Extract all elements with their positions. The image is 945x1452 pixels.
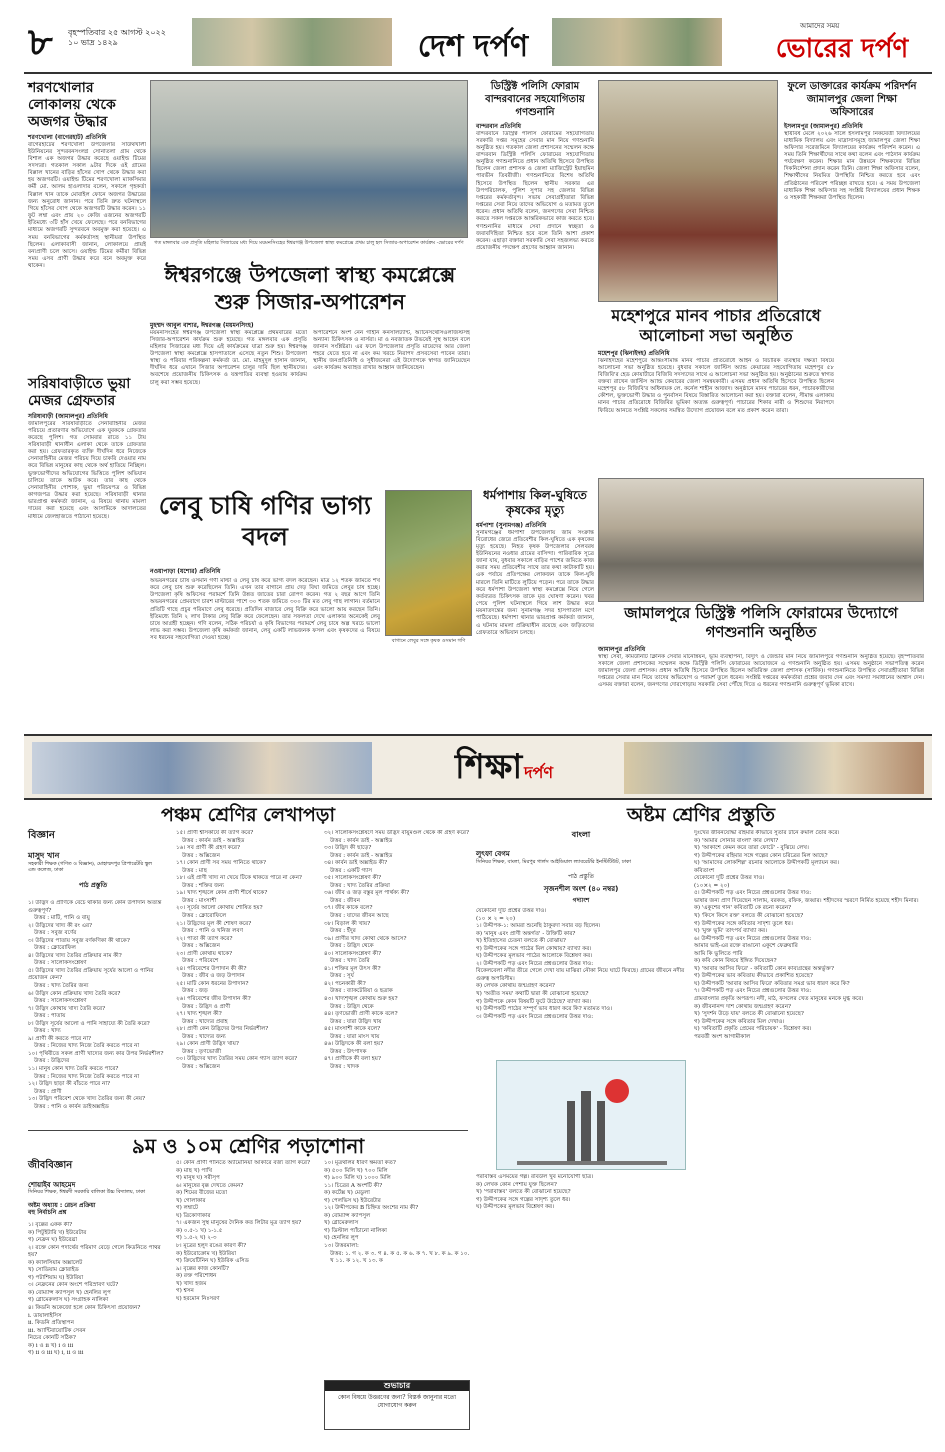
- banner-title-sub: দর্পণ: [524, 763, 554, 782]
- question-line: ২০। সূর্যের আলো কোথায় শোষিত হয়?: [176, 905, 263, 912]
- question-line: উত্তর : পাতায়: [34, 1013, 66, 1020]
- byline: জামালপুর প্রতিনিধি: [598, 646, 646, 653]
- question-line: উত্তর : শক্তির জন্য: [182, 882, 225, 889]
- question-line: বিকেলবেলা নদীর তীরে গেলে দেখা যায় মাঝিরা নৌকা নিয়ে ঘাটে ফিরছে। গ্রামের জীবনে নদীর গুরুত্ব অপরিসীম।: [476, 968, 685, 982]
- farmer-photo: [385, 490, 472, 636]
- question-line: গ) শ্বসন: [176, 1288, 194, 1295]
- question-line: ৭। একজন সুস্থ মানুষের দৈনিক কত লিটার মূত্র ত্যাগ হয়?: [176, 1220, 302, 1227]
- question-line: গ) উদ্দীপকের সঙ্গে কবিতার সাদৃশ্য তুলে ধর।: [694, 920, 793, 927]
- question-line: উত্তর : মাংসাশী: [182, 897, 217, 904]
- question-line: ঘ) 'মুক্ত ভূমি' তাৎপর্য ব্যাখ্যা কর।: [694, 928, 768, 935]
- brand-tagline: আমাদের সময়: [800, 22, 840, 30]
- question-line: উত্তর : কার্বন ডাই - অক্সাইড: [330, 837, 393, 844]
- brand-logo: ভোরের দর্পণ: [775, 34, 909, 64]
- question-line: ৩২। সালোকসংশ্লেষণে সময় উদ্ভিদ বায়ুমণ্ডল থেকে কী গ্রহণ করে?: [324, 830, 469, 836]
- question-line: ২। উদ্ভিদের খাদ্য কী রং এর?: [28, 922, 93, 929]
- question-line: ৪৩। খাদ্যশৃঙ্খল কোথায় শুরু হয়?: [324, 996, 398, 1003]
- header-rule: [24, 72, 932, 74]
- question-line: উত্তর : পরিবেশে: [182, 958, 219, 965]
- byline: ইসলামপুর (জামালপুর) প্রতিনিধি: [784, 123, 863, 130]
- question-line: গ) উদ্দীপকের সঙ্গে কবিতার মিল দেখাও।: [694, 1018, 785, 1025]
- class8-intro: [476, 830, 686, 905]
- question-line: ঘ) ত্রিকোণাকার: [176, 1212, 211, 1219]
- question-line: ২৫। মাটি কোন ধরনের উপাদান?: [176, 980, 249, 987]
- question-line: ১৮। এই প্রাণী খাদ্য না খেয়ে টিকে থাকতে পারে না কেন?: [176, 875, 302, 882]
- class910-questions-col2: [176, 1160, 316, 1436]
- teacher-name: শোয়াইব আহমেদ: [28, 1180, 76, 1189]
- question-line: খ) গোলাকার: [176, 1197, 206, 1204]
- class5-questions-col1: [28, 900, 168, 1125]
- question-line: গ) উদ্দীপকে কোন বিষয়টি ফুটে উঠেছে? ব্যাখ্যা কর।: [476, 998, 592, 1005]
- class910-heading: ৯ম ও ১০ম শ্রেণির পড়াশোনা: [28, 1130, 468, 1159]
- question-line: উত্তর : খাদ্যের জন্য: [182, 1033, 226, 1040]
- question-line: উত্তর : কার্বন ডাই - অক্সাইড: [330, 852, 393, 859]
- question-line: উত্তর : জীব ও জড় উপাদান: [182, 973, 245, 980]
- question-line: উত্তর : যারা উদ্ভিদ খায়: [330, 1018, 382, 1025]
- question-line: ক) মাছ খ) পাখি: [176, 1167, 213, 1174]
- byline: বান্দরবান প্রতিনিধি: [476, 123, 522, 130]
- farmer-photo-caption: বাগানে লেবুর সঙ্গে কৃষক ওসমান গণি: [391, 638, 466, 644]
- teacher-role: সিনিয়র শিক্ষক, ঈশ্বরদী সরকারি বালিকা উচ্চ বিদ্যালয়, ঢাকা: [28, 1189, 146, 1196]
- headline: সরিষাবাড়ীতে ভুয়া মেজর গ্রেফতার: [28, 376, 131, 409]
- question-line: উত্তর : মাটি, পানি ও বায়ু: [34, 915, 90, 922]
- teacher-role: সহকারী শিক্ষক (গণিত ও বিজ্ঞান), মোহাম্মদপুর প্রিপারেটরি স্কুল এন্ড কলেজ, ঢাকা: [28, 860, 153, 873]
- article-caesarean: [150, 262, 470, 470]
- question-line: গ) ডিস্টাল প্যাঁচানো নালিকা: [324, 1227, 387, 1234]
- question-line: উত্তর : কার্বন ডাই - অক্সাইড: [182, 837, 245, 844]
- headline: ঈশ্বরগঞ্জে উপজেলা স্বাস্থ্য কমপ্লেক্সে শুরু সিজার-অপারেশন: [164, 263, 456, 314]
- question-line: ২৯। কোন প্রাণী উদ্ভিদ খায়?: [176, 1041, 239, 1048]
- article-dharmapasha: [476, 488, 594, 752]
- education-banner: [24, 734, 932, 800]
- question-line: iii. অ্যান্টিবায়োটিক সেবন: [28, 1327, 86, 1334]
- class910-intro: [28, 1160, 168, 1217]
- article-body: ঝিনাইদহের মহেশপুরে আন্তঃসীমান্ত মানব পাচার প্রতিরোধে আইন ও বিচারিক ব্যবস্থার দক্ষতা বিষয়ে আলোচনা সভা অনুষ্ঠিত হয়েছে। বুধবার সকালে জাস্টিস অ্যান্ড কেয়ারের সহযোগিতায় মহেশপুর ৫৮ বিজিবি'র হেড কোয়ার্টারে বিজিবি সদস্যদের সাথে এ আলোচনা সভা অনুষ্ঠিত হয়। অনুষ্ঠানের শুরুতে স্বাগত বক্তব্য রাখেন জাস্টিস অ্যান্ড কেয়ারের জেলা সমন্বয়কারী। এসময় প্রধান অতিথি হিসেবে উপস্থিত ছিলেন মহেশপুর ৫৮ বিজিবি'র অধিনায়ক লে. কর্নেল শাহীন আজাদ। অনুষ্ঠানে মানব পাচারের ধরন, পাচারকারীদের কৌশল, ভুক্তভোগী উদ্ধার ও পুনর্বাসন বিষয়ে বিস্তারিত আলোচনা করা হয়। বক্তারা বলেন, সীমান্ত এলাকায় মানব পাচার প্রতিরোধে বিজিবির ভূমিকা অত্যন্ত গুরুত্বপূর্ণ। পাচারের শিকার নারী ও শিশুদের নিরাপদে ফিরিয়ে আনতে সংশ্লিষ্ট সকলের সমন্বিত উদ্যোগ প্রয়োজন বলে মত প্রকাশ করেন তারা।: [598, 357, 834, 414]
- question-line: ক) 'একুশের গান' কবিতাটি কে রচনা করেন?: [694, 905, 792, 912]
- question-line: ৩। নেফ্রনের কোন অংশে পরিস্রাবণ ঘটে?: [28, 1282, 119, 1289]
- article-body: জামালপুরের সরিষাবাড়ীতে সেনাবাহিনীর মেজর পরিচয়ে প্রতারণার অভিযোগে এক যুবককে গ্রেফতার করেছে পুলিশ। গত সোমবার রাতে ১১ টায় সরিষাবাড়ী থানাধীন এলাকা থেকে তাকে গ্রেফতার করা হয়। গ্রেফতারকৃত ব্যক্তি দীর্ঘদিন ধরে নিজেকে সেনাবাহিনীর মেজর পরিচয় দিয়ে চাকরি দেওয়ার নাম করে বিভিন্ন মানুষের কাছ থেকে অর্থ হাতিয়ে নিচ্ছিল। ভুক্তভোগীদের অভিযোগের ভিত্তিতে পুলিশ অভিযান চালিয়ে তাকে আটক করে। তার কাছ থেকে সেনাবাহিনীর পোশাক, ভুয়া পরিচয়পত্র ও বিভিন্ন কাগজপত্র উদ্ধার করা হয়েছে। সরিষাবাড়ী থানার ভারপ্রাপ্ত কর্মকর্তা জানান, এ বিষয়ে থানায় মামলা দায়ের করা হয়েছে এবং আসামিকে আদালতের মাধ্যমে জেলহাজতে পাঠানো হয়েছে।: [28, 420, 146, 520]
- promo-title: শুভাচার: [325, 1381, 469, 1391]
- question-line: (১০×২ = ২০): [694, 882, 730, 889]
- class8-questions-col3: [694, 830, 926, 1436]
- subject-label: বিজ্ঞান: [28, 830, 55, 841]
- question-line: ১১। মানুষ কোন খাদ্য তৈরি করতে পারে?: [28, 1066, 119, 1073]
- class5-questions-col2: [176, 830, 316, 1127]
- question-line: ৫। উদ্দীপকটি পড় এবং নিচের প্রশ্নগুলোর উত্তর দাও:: [694, 890, 812, 897]
- article-policy-bandarban: [476, 80, 594, 431]
- question-line: খ) 'সুদর্শন উড়ে যায়' বলতে কী বোঝানো হয়েছে?: [694, 1011, 804, 1018]
- question-line: আমি কি ভুলিতে পারি: [694, 950, 743, 957]
- question-line: গ) ক্রিয়েটিনিন ঘ) ইউরিক এসিড: [176, 1258, 249, 1265]
- question-line: ৪১। শক্তির মূল উৎস কী?: [324, 965, 381, 972]
- masthead: [0, 0, 945, 80]
- question-line: ৪০। সালোকসংশ্লেষণ কী?: [324, 950, 382, 957]
- question-line: ঘ) হেনলির লুপ: [324, 1235, 359, 1242]
- header-photo-strip-right: [552, 18, 722, 66]
- question-line: ঘ) হরমোন নিঃসরণ: [176, 1295, 220, 1302]
- question-line: ঘ) 'আমাদের লোকশিল্প' রচনার আলোকে উদ্দীপকটি মূল্যায়ন কর।: [694, 860, 840, 867]
- question-line: ২। রক্তে কোন পদার্থের পরিমাণ বেড়ে গেলে কিডনিতে পাথর হয়?: [28, 1244, 161, 1259]
- question-line: উত্তর : মাছ: [182, 867, 207, 874]
- question-line: খ) 'আবার আসিব ফিরে' - কবিতাটি কোন কাব্যগ্রন্থের অন্তর্ভুক্ত?: [694, 965, 834, 972]
- question-line: উত্তর : খাদ্য: [34, 1028, 61, 1035]
- hearing-photo: [598, 478, 924, 602]
- byline: সরিষাবাড়ী (জামালপুর) প্রতিনিধি: [28, 413, 108, 420]
- article-body: স্থায়ীবর্ষ মেলে ২০২৬ সালে ইসলামপুর নিকটবর্তী বিদ্যালয়ের মাধ্যমিক বিদ্যালয় এবং মাদ্রাসাসমূহে জামালপুর জেলা শিক্ষা অফিসার সরেজমিনে বিদ্যালয়ের কার্যক্রম পরিদর্শন করেন। এ সময় তিনি শিক্ষার্থীদের সাথে কথা বলেন এবং পাঠদান কার্যক্রম পর্যবেক্ষণ করেন। শিক্ষার মান উন্নয়নে শিক্ষকদের বিভিন্ন দিকনির্দেশনা প্রদান করেন তিনি। জেলা শিক্ষা অফিসার বলেন, শিক্ষার্থীদের নিয়মিত উপস্থিতি নিশ্চিত করতে হবে এবং প্রতিষ্ঠানের পরিবেশ পরিচ্ছন্ন রাখতে হবে। এ সময় উপজেলা মাধ্যমিক শিক্ষা অফিসার সহ সংশ্লিষ্ট বিদ্যালয়ের প্রধান শিক্ষক ও সহকারী শিক্ষকরা উপস্থিত ছিলেন।: [784, 130, 920, 201]
- photo-caption: গত মঙ্গলবার এক প্রসূতি মহিলার সিজারের মধ্য দিয়ে ময়মনসিংহের ঈশ্বরগঞ্জ উপজেলা স্বাস্থ্য কমপ্লেক্সে প্রথম চালু হল সিজার-অপারেশন কার্যক্রম -ভোরের দর্পণ: [154, 240, 464, 246]
- question-line: ২১। উদ্ভিদের মূল কী শোষণ করে?: [176, 920, 252, 927]
- question-line: ৩৭। জীব কাকে বলে?: [324, 905, 373, 912]
- class5-intro: [28, 830, 158, 889]
- date-bangla: ১০ ভাদ্র ১৪২৯: [68, 38, 118, 47]
- question-line: ৮। মূত্রের হলুদ রঙের কারণ কী?: [176, 1243, 247, 1250]
- question-line: উত্তর : উদ্ভিদ ও প্রাণী: [182, 1003, 231, 1010]
- question-line: ৫। উদ্ভিদের খাদ্য তৈরির প্রক্রিয়ায় সূর্যের আলো ও পানির প্রয়োজন কেন?: [28, 967, 154, 982]
- article-body: স্বাস্থ্য সেবা, কমিউনিটি ক্লিনিক সেবার মানোন্নয়ন, ভূমি ব্যবস্থাপনা, বিদ্যুৎ ও জেন্ডার মান নিয়ে জামালপুরে গণশুনানি অনুষ্ঠিত হয়েছে। বৃহস্পতিবার সকালে জেলা প্রশাসকের সম্মেলন কক্ষে ডিস্ট্রিক্ট পলিসি ফোরামের আয়োজনে এ গণশুনানি অনুষ্ঠিত হয়। এসময় অনুষ্ঠানে সভাপতিত্ব করেন জামালপুর জেলা প্রশাসক। প্রধান অতিথি হিসেবে উপস্থিত ছিলেন অতিরিক্ত জেলা প্রশাসক (সার্বিক)। গণশুনানিতে উপস্থিত সেবাগ্রহীতারা বিভিন্ন দপ্তরের সেবার মান নিয়ে তাদের অভিযোগ ও পরামর্শ তুলে ধরেন। সংশ্লিষ্ট দপ্তরের কর্মকর্তারা প্রশ্নের জবাব দেন এবং সমস্যা সমাধানের আশ্বাস দেন। এসময় বক্তারা বলেন, জনগণের দোরগোড়ায় সরকারি সেবা পৌঁছে দিতে এ ধরনের গণশুনানি গুরুত্বপূর্ণ ভূমিকা রাখে।: [598, 653, 924, 689]
- question-line: ii. কিডনি প্রতিস্থাপন: [28, 1320, 74, 1327]
- question-line: ২৩। প্রাণী কোথায় থাকে?: [176, 950, 233, 957]
- teacher-role: সিনিয়র শিক্ষক, বাংলা, মিরপুর গার্লস আইডিয়াল ল্যাবরেটরি ইনস্টিটিউট, ঢাকা: [476, 858, 631, 865]
- hospital-photo: [150, 80, 468, 238]
- question-line: ক) 'আমার সোনার বাংলা' কার লেখা?: [694, 837, 779, 844]
- question-line: গ) ৯০০ মিলি ঘ) ১০০০ মিলি: [324, 1175, 391, 1182]
- question-line: ১২। উদ্ভিদ ছাড়া কী বাঁচতে পারে না?: [28, 1081, 110, 1088]
- question-line: গ) গ্লোমেরুলাস ঘ) সংগ্রাহক নালিকা: [28, 1297, 109, 1304]
- question-line: ক) পিটুইটারি খ) ইউরেটার: [28, 1229, 87, 1236]
- question-line: উত্তর : তৃণভোজী: [182, 1048, 222, 1055]
- question-line: ক) শিমের বীজের মতো: [176, 1190, 227, 1197]
- banner-photo-right: [624, 742, 924, 794]
- question-line: ১০। মূত্রথলির ধারণ ক্ষমতা কত?: [324, 1160, 396, 1166]
- question-line: ক) রক্ত পরিশোধন: [176, 1273, 217, 1280]
- question-line: ৯। প্রাণী কী করতে পারে না?: [28, 1035, 91, 1042]
- question-line: ঘ) উদ্দীপকটি পাঠের সম্পূর্ণ ভাব ধারণ করে কি? মতামত দাও।: [476, 1006, 613, 1013]
- article-school-visit: [784, 80, 920, 421]
- byline: নওয়াপাড়া (যশোর) প্রতিনিধি: [150, 568, 221, 575]
- question-line: ক) বোম্যান্স ক্যাপসুল খ) হেনলির লুপ: [28, 1289, 111, 1296]
- teacher-name: মাসুদ খান: [28, 850, 60, 860]
- question-line: ক) ৫০০ মিলি খ) ৭০০ মিলি: [324, 1167, 388, 1174]
- question-line: উত্তর : নিজের খাদ্য নিজে তৈরি করতে পারে না: [34, 1043, 140, 1050]
- question-line: ক) কর্টেক্স খ) মেডুলা: [324, 1190, 370, 1197]
- question-line: ৯। বৃক্কের কাজ কোনটি?: [176, 1265, 229, 1272]
- question-line: ৬। উদ্ভিদ কোন প্রক্রিয়ায় খাদ্য তৈরি করে?: [28, 990, 121, 997]
- question-line: ৪৭। প্রাণীকে কী বলা হয়?: [324, 1056, 381, 1063]
- article-python: [28, 80, 146, 370]
- question-line: ৪২। পচনকারী কী?: [324, 980, 366, 987]
- question-line: উত্তর : ক্লোরোফিলে: [182, 913, 227, 920]
- lesson-label: পাঠ প্রস্তুতি: [568, 873, 594, 880]
- question-line: উত্তর : উদ্ভিদ থেকে: [330, 1003, 374, 1010]
- question-line: ১৩। উত্তরমালা:: [324, 1243, 359, 1250]
- question-line: ১৯। খাদ্য শৃঙ্খলে কোন প্রাণী শীর্ষে থাকে?: [176, 890, 268, 897]
- question-line: খ) গ্লোমেরুলাস: [324, 1220, 359, 1227]
- header-photo-strip: [192, 18, 392, 66]
- section-label: সৃজনশীল অংশ (৪০ নম্বর): [543, 884, 619, 893]
- question-line: উত্তর : ব্যাকটেরিয়া ও ছত্রাক: [330, 988, 393, 995]
- question-line: নিচের কোনটি সঠিক?: [28, 1335, 76, 1342]
- seminar-photo: [598, 80, 778, 302]
- question-line: পরাবাস্তব এসময়ের গল্প। রবিউল খুব মনোযোগী ছাত্র।: [476, 1174, 594, 1180]
- question-line: উত্তর : খাদ্য তৈরির প্রক্রিয়া: [330, 882, 390, 889]
- question-line: ক) লেখক কোথায় জন্মগ্রহণ করেন?: [476, 983, 555, 990]
- question-line: ২৮। প্রাণী কেন উদ্ভিদের উপর নির্ভরশীল?: [176, 1026, 269, 1033]
- article-jamalpur-hearing: [598, 604, 924, 724]
- class5-heading: পঞ্চম শ্রেণির লেখাপড়া: [161, 804, 335, 826]
- question-line: গ) ii ও iii ঘ) i, ii ও iii: [28, 1350, 84, 1357]
- question-line: উত্তর : সূর্য: [330, 973, 354, 980]
- question-line: আমার ভাই-এর রক্তে রাঙানো একুশে ফেব্রুয়ারি: [694, 943, 798, 950]
- question-line: ৩৪। কার্বন ডাই অক্সাইড কী?: [324, 860, 388, 867]
- article-body-col1: ময়মনসিংহের ঈশ্বরগঞ্জ উপজেলা স্বাস্থ্য কমপ্লেক্সে প্রথমবারের মতো সিজার-অপারেশন কার্যক্রম শুরু হয়েছে। গত মঙ্গলবার এক প্রসূতি মহিলার সিজারের মধ্য দিয়ে এই কার্যক্রমের যাত্রা শুরু হয়। ঈশ্বরগঞ্জ উপজেলা স্বাস্থ্য কমপ্লেক্সে হাসপাতালে এসেছে নতুন শিশু। উপজেলা স্বাস্থ্য ও পরিবার পরিকল্পনা কর্মকর্তা ডা. মো. মাহমুদুল হাসান জানান, দীর্ঘদিন ধরে এখানে সিজার অপারেশন চালুর দাবি ছিল স্থানীয়দের। অবশেষে প্রয়োজনীয় চিকিৎসক ও যন্ত্রপাতির ব্যবস্থা হওয়ায় কার্যক্রম চালু করা সম্ভব হয়েছে।: [150, 329, 307, 386]
- question-line: ২২। পাতা কী ত্যাগ করে?: [176, 935, 233, 942]
- question-line: গ) উদ্দীপকের রহিমার সঙ্গে গল্পের কোন চরিত্রের মিল আছে?: [694, 852, 828, 859]
- question-line: i. ডায়ালাইসিস: [28, 1312, 62, 1319]
- headline: ধর্মপাশায় কিল-ঘুষিতে কৃষকের মৃত্যু: [483, 488, 587, 517]
- date-line: [68, 28, 188, 48]
- shaheed-minar-icon: [497, 1061, 687, 1171]
- question-line: উত্তর : ক্লোরোফিল: [34, 945, 76, 952]
- class8-questions-col1: [476, 908, 686, 1058]
- question-line: উত্তর : প্রাণী: [34, 1088, 62, 1095]
- question-line: গ) লম্বাটে: [176, 1205, 199, 1212]
- question-line: উত্তর : খাদক: [330, 1063, 360, 1070]
- question-line: উত্তর : যারা মাংস খায়: [330, 1033, 380, 1040]
- question-line: ৩৩। উদ্ভিদ কী ছাড়ে?: [324, 845, 372, 852]
- question-line: ৫। কোন প্রাণী পানিতে অ্যামোনিয়া আকারে বর্জ্য ত্যাগ করে?: [176, 1160, 310, 1166]
- question-line: ৩৫। সালোকসংশ্লেষণ কী?: [324, 875, 382, 882]
- question-line: (১০ × ২ = ২০): [476, 915, 516, 922]
- question-line: উত্তর : অক্সিজেন: [182, 1063, 221, 1070]
- question-line: ২৬। পরিবেশের জীব উপাদান কী?: [176, 996, 251, 1003]
- article-body: বাগেরহাটের শরণখোলা উপজেলার সাউথখালী ইউনিয়নের সুন্দরবনসংলগ্ন সোনাতলা গ্রাম থেকে বিশাল এক অজগর উদ্ধার করেছে ওয়াইল্ড টিমের সদস্যরা। গতকাল সকাল ৯টার দিকে ওই গ্রামের বিল্লাল খানের বাড়ির হাঁসের খোপ থেকে উদ্ধার করা হয় অজগরটি। ওয়াইল্ড টিমের শরণখোলা ম্যাকসিমার কর্মী মো. আলম হাওলাদার বলেন, সকালে গৃহকর্তা বিল্লাল খান তাকে মোবাইল ফোনে অজগর উদ্ধারের জন্য অনুরোধ জানান। পরে তিনি দ্রুত ঘটনাস্থলে গিয়ে হাঁসের খোপ থেকে অজগরটি উদ্ধার করেন। ১১ ফুট লম্বা এবং প্রায় ২০ কেজি ওজনের অজগরটি ইতিমধ্যে ৩টি হাঁস খেয়ে ফেলেছে। পরে বনবিভাগের মাধ্যমে অজগরটি সুন্দরবনে অবমুক্ত করা হয়েছে। এ সময় বনবিভাগের কর্মকর্তাসহ স্থানীয়রা উপস্থিত ছিলেন। এলাকাবাসী জানান, লোকালয়ে প্রায়ই বন্যপ্রাণী চলে আসে। ওয়াইল্ড টিমের কর্মীরা বিভিন্ন সময় এসব প্রাণী উদ্ধার করে বনে অবমুক্ত করে থাকেন।: [28, 141, 146, 270]
- question-line: ক) ক্যালসিয়াম অক্সালেট: [28, 1259, 83, 1266]
- mother-language-art: [496, 1060, 686, 1170]
- question-line: ক) ইউরোক্রোম খ) ইউরিয়া: [176, 1250, 237, 1257]
- headline: ডিস্ট্রিক্ট পলিসি ফোরাম বান্দরবানের সহযোগিতায় গণশুনানি: [485, 81, 585, 118]
- question-line: ৪। উদ্ভিদের খাদ্য তৈরির প্রক্রিয়ার নাম কী?: [28, 952, 122, 959]
- question-line: ক) ০.৫-১ খ) ১-১.৫: [176, 1227, 223, 1234]
- question-line: গ) উদ্দীপকের সঙ্গে গল্পের সাদৃশ্য তুলে ধর।: [476, 1196, 571, 1203]
- question-line: ১। উদ্ভিদ ও প্রাণিকে বেঁচে থাকার জন্য কোন উপাদান অত্যন্ত গুরুত্বপূর্ণ?: [28, 900, 162, 914]
- question-line: উত্তর : সালোকসংশ্লেষণ: [34, 998, 87, 1005]
- question-line: ঘ) উদ্দীপকের মূলভাব বিশ্লেষণ কর।: [476, 1204, 555, 1211]
- question-line: খ) 'কিসে কিসে রক্ত' বলতে কী বোঝানো হয়েছে?: [694, 913, 804, 920]
- question-line: গ) মানুষ ঘ) সরীসৃপ: [176, 1175, 220, 1182]
- banner-photo-left: [32, 742, 372, 794]
- mcq-label: বহু নির্বাচনি প্রশ্ন: [28, 1209, 67, 1216]
- question-line: ৩। উদ্ভিদের পাতায় সবুজ বর্ণকণিকা কী থাকে?: [28, 937, 130, 944]
- question-line: ঘ) উদ্দীপকটি 'আবার আসিব ফিরে' কবিতার সমগ্র ভাব ধারণ করে কি?: [694, 980, 850, 987]
- headline: জামালপুরে ডিস্ট্রিক্ট পলিসি ফোরামের উদ্যোগে গণশুনানি অনুষ্ঠিত: [624, 604, 898, 641]
- question-line: খ) 'পরাবাস্তব' বলতে কী বোঝানো হয়েছে?: [476, 1189, 571, 1196]
- headline: শরণখোলার লোকালয় থেকে অজগর উদ্ধার: [28, 80, 116, 130]
- question-line: ৪। কিডনি অকেজো হলে কোন চিকিৎসা প্রয়োজন?: [28, 1305, 141, 1312]
- promo-box: [324, 1380, 470, 1430]
- question-line: উত্তর : খাদ্য তৈরি: [330, 958, 370, 965]
- byline: মহেশপুর (ঝিনাইদহ) প্রতিনিধি: [598, 350, 670, 357]
- headline: লেবু চাষি গণির ভাগ্য বদল: [158, 491, 372, 551]
- question-line: ৮। উদ্ভিদ সূর্যের আলো ও পানি সাহায্যে কী তৈরি করে?: [28, 1020, 150, 1027]
- question-line: ক) 'মানুষ এবং প্রাণী অন্তর্গত' - উক্তিটি কার?: [476, 930, 576, 937]
- subject-label: বাংলা: [571, 830, 591, 839]
- question-line: গ) ১.৫-২ ঘ) ২-৩: [176, 1235, 217, 1242]
- question-line: উত্তর : সবুজ বর্ণের: [34, 930, 77, 937]
- question-line: ৩। উদ্দীপকটি পড় এবং নিচের প্রশ্নগুলোর উত্তর দাও:: [476, 1013, 594, 1020]
- teacher-name: লুৎফা বেগম: [476, 850, 510, 858]
- class910-questions-col3: [324, 1160, 470, 1370]
- article-body: অভয়নগরের চাষি ওসমান গণী মাল্টা ও লেবু চাষ করে ভাগ্য বদল করেছেন। মাত্র ১২ শতক জমিতে শখ করে লেবু চাষ শুরু করেছিলেন তিনি। এখন তার বাগানে প্রায় দেড় বিঘা জমিতে লেবুর চাষ হচ্ছে। উপজেলা কৃষি অফিসের পরামর্শে তিনি উন্নত জাতের চারা রোপণ করেন। গত ২ বছর আগে তিনি অভয়নগরের প্রেমবাগে চারশ মাল্টারের পাশে ৩০ শতক জমিতে ৩০০ টির মত লেবু গাছ লাগান। বর্তমানে প্রতিটি গাছে প্রচুর পরিমাণে লেবু ধরেছে। প্রতিদিন বাজারে লেবু বিক্রি করে ভালো আয় করছেন তিনি। ইতিমধ্যে তিনি ২ লাখ টাকার লেবু বিক্রি করে ফেলেছেন। তার সফলতা দেখে এলাকার অনেকেই লেবু চাষে আগ্রহী হচ্ছেন। গণি বলেন, সঠিক পরিচর্যা ও কৃষি বিভাগের পরামর্শে লেবু চাষে অল্প খরচে ভালো লাভ করা সম্ভব। উপজেলা কৃষি কর্মকর্তা জানান, লেবু একটি লাভজনক ফসল এবং কৃষকদের এ বিষয়ে সব ধরনের সহযোগিতা দেওয়া হচ্ছে।: [150, 578, 380, 642]
- page-number: ৮: [28, 20, 53, 64]
- class8-heading: অষ্টম শ্রেণির প্রস্তুতি: [626, 804, 776, 826]
- question-line: উত্তর : ইঁদুর: [330, 928, 356, 935]
- question-line: ৬। উদ্দীপকটি পড় এবং নিচের প্রশ্নগুলোর উত্তর দাও:: [694, 935, 812, 942]
- question-line: গ) নেফ্রন ঘ) ইউরেথ্রা: [28, 1237, 78, 1244]
- question-line: উত্তর : অক্সিজেন: [182, 852, 221, 859]
- banner-title: [394, 744, 614, 792]
- article-body: সুনামগঞ্জের ধর্মপাশা উপজেলায় জমি সংক্রান্ত বিরোধের জেরে প্রতিবেশীর কিল-ঘুষিতে এক কৃষকের মৃত্যু হয়েছে। নিহত কৃষক উপজেলার সেলবরষ ইউনিয়নের নওধার গ্রামের বাসিন্দা। পারিবারিক সূত্রে জানা যায়, বুধবার সকালে বাড়ির পাশের জমিতে কাজ করার সময় প্রতিবেশীর সাথে তার কথা কাটাকাটি হয়। এক পর্যায়ে প্রতিপক্ষের লোকজন তাকে কিল-ঘুষি মারলে তিনি মাটিতে লুটিয়ে পড়েন। পরে তাকে উদ্ধার করে ধর্মপাশা উপজেলা স্বাস্থ্য কমপ্লেক্সে নিয়ে গেলে কর্তব্যরত চিকিৎসক তাকে মৃত ঘোষণা করেন। খবর পেয়ে পুলিশ ঘটনাস্থলে গিয়ে লাশ উদ্ধার করে ময়নাতদন্তের জন্য সুনামগঞ্জ সদর হাসপাতাল মর্গে পাঠিয়েছে। ধর্মপাশা থানার ভারপ্রাপ্ত কর্মকর্তা জানান, এ ঘটনায় মামলা প্রক্রিয়াধীন রয়েছে এবং জড়িতদের গ্রেফতারে অভিযান চলছে।: [476, 529, 594, 636]
- question-line: ৩৯। প্রাণীর খাদ্য কোথা থেকে আসে?: [324, 935, 407, 942]
- question-line: উত্তর: ১. গ ২. ক ৩. গ ৪. ক ৫. ক ৬. ক ৭. খ ৮. ক ৯. ক ১০. খ ১১. ক ১২. খ ১৩. ক: [330, 1250, 470, 1265]
- class910-questions-col1: [28, 1222, 168, 1436]
- question-line: উত্তর : পানি ও কার্বন ডাইঅক্সাইড: [34, 1103, 109, 1110]
- question-line: গ) পটাশিয়াম ঘ) ইউরিয়া: [28, 1274, 84, 1281]
- article-lemon: [150, 490, 472, 730]
- question-line: পরবর্তী অংশ আগামীকাল: [694, 1033, 751, 1040]
- question-line: ১। উদ্দীপক-১: আমরা শুনেছি ঠাকুরদা সবার বড় ছিলেন।: [476, 923, 601, 930]
- question-line: ২৭। খাদ্য শৃঙ্খল কী?: [176, 1011, 222, 1018]
- question-line: উত্তর : সালোকসংশ্লেষণ: [34, 960, 87, 967]
- question-line: ৩৬। জীব ও জড় বস্তুর মূল পার্থক্য কী?: [324, 890, 410, 897]
- question-line: ৭। উদ্দীপকটি পড় এবং নিচের প্রশ্নগুলোর উত্তর দাও:: [694, 988, 812, 995]
- question-line: কবিতাংশ: [694, 867, 715, 874]
- question-line: ৩৮। বিড়াল কী খায়?: [324, 920, 371, 927]
- article-body-col2: অপারেশনে অংশ নেন গাইনি কনসালট্যান্ট, অ্যানেসথেসিওলজিস্টসহ অন্যান্য চিকিৎসক ও নার্সরা। মা ও নবজাতক উভয়েই সুস্থ আছেন বলে জানান সংশ্লিষ্টরা। এর ফলে উপজেলার প্রসূতি মায়েদের আর জেলা শহরে যেতে হবে না এবং কম খরচে নিরাপদ প্রসবসেবা পাবেন তারা। স্থানীয় জনপ্রতিনিধি ও সুধীজনেরা এই উদ্যোগকে স্বাগত জানিয়েছেন এবং কার্যক্রম অব্যাহত রাখার আহ্বান জানিয়েছেন।: [313, 329, 470, 372]
- question-line: উত্তর : জীবন: [330, 897, 360, 904]
- question-line: উত্তর : পানি ও খনিজ লবণ: [182, 928, 243, 935]
- date-gregorian: বৃহস্পতিবার ২৫ আগস্ট ২০২২: [68, 28, 166, 37]
- class5-questions-col3: [324, 830, 470, 1127]
- question-line: ক) বোম্যান্স ক্যাপসুল: [324, 1212, 371, 1219]
- question-line: ক) লেখক কোন পেশায় যুক্ত ছিলেন?: [476, 1181, 557, 1188]
- class8-questions-col2: [476, 1174, 686, 1436]
- question-line: ঘ) উদ্দীপকের মূলভাব পাঠের আলোকে বিশ্লেষণ কর।: [476, 953, 593, 960]
- chapter-label: অষ্টম অধ্যায় : রেচন প্রক্রিয়া: [28, 1201, 96, 1209]
- question-line: ১৫। প্রাণী শ্বাসকার্যে কী ত্যাগ করে?: [176, 830, 254, 836]
- headline: ফুলে ডাক্তারের কার্যক্রম পরিদর্শন জামালপুর জেলা শিক্ষা অফিসারের: [787, 81, 917, 118]
- question-line: ৪৫। মাংসাশী কাকে বলে?: [324, 1026, 381, 1033]
- question-line: উত্তর : উদ্ভিদের: [34, 1058, 70, 1065]
- question-line: উত্তর : একটি গ্যাস: [330, 867, 373, 874]
- question-line: যেকোনো দুটি প্রশ্নের উত্তর দাও।: [476, 908, 547, 914]
- question-line: যেকোনো দুটি প্রশ্নের উত্তর দাও।: [694, 875, 765, 882]
- question-line: ২৪। পরিবেশের উপাদান কী কী?: [176, 965, 247, 972]
- subject-label: জীববিজ্ঞান: [28, 1160, 73, 1171]
- question-line: ১০। পৃথিবীতে সকল প্রাণী খাদ্যের জন্য কার উপর নির্ভরশীল?: [28, 1050, 164, 1057]
- byline: শরণখোলা (বাগেরহাট) প্রতিনিধি: [28, 134, 107, 141]
- question-line: গ্রামবাংলার প্রকৃতি অপরূপ। নদী, মাঠ, ফসলের খেত মানুষের মনকে মুগ্ধ করে।: [694, 996, 864, 1003]
- article-fake-major: [28, 376, 146, 751]
- question-line: খ) ইতিহাসের চেতনা বলতে কী বোঝায়?: [476, 938, 566, 945]
- lesson-label: পাঠ প্রস্তুতি: [78, 881, 108, 889]
- question-line: ভাষার জন্য প্রাণ দিয়েছেন সালাম, বরকত, রফিক, জব্বার। শহীদদের স্মরণে নির্মিত হয়েছে শহীদ মিনার।: [694, 897, 919, 904]
- article-body: বান্দরবানে ডিস্ট্রিক্ট পলিসি ফোরামের সহযোগিতায় সরকারি দপ্তর সমূহের সেবার মান নিয়ে গণশুনানি অনুষ্ঠিত হয়। গতকাল জেলা প্রশাসনের সম্মেলন কক্ষে বান্দরবান ডিস্ট্রিক্ট পলিসি ফোরামের সহযোগিতায় অনুষ্ঠিত গণশুনানিতে প্রধান অতিথি হিসেবে উপস্থিত ছিলেন জেলা প্রশাসক ও জেলা ম্যাজিস্ট্রেট ইয়াছমিন পারভীন তিবরীজী। গণশুনানিতে বিশেষ অতিথি হিসেবে উপস্থিত ছিলেন স্থানীয় সরকার এর উপপরিচালক, পুলিশ সুপার সহ জেলার বিভিন্ন দপ্তরের কর্মকর্তাবৃন্দ। সভায় সেবাগ্রহীতারা বিভিন্ন দপ্তরের সেবা নিয়ে তাদের অভিযোগ ও মতামত তুলে ধরেন। প্রধান অতিথি বলেন, জনগণের সেবা নিশ্চিত করতে সকল দপ্তরকে আন্তরিকভাবে কাজ করতে হবে। গণশুনানির মাধ্যমে সেবা প্রদানে স্বচ্ছতা ও জবাবদিহিতা নিশ্চিত হবে বলে তিনি আশা প্রকাশ করেন। এছাড়া বক্তারা সরকারি সেবা সহজলভ্য করতে প্রয়োজনীয় পদক্ষেপ গ্রহণের আহ্বান জানান।: [476, 130, 594, 251]
- question-line: ক) i ও ii খ) i ও iii: [28, 1342, 74, 1349]
- question-line: উত্তর : নিজের খাদ্য নিজে তৈরি করতে পারে না: [34, 1073, 140, 1080]
- question-line: দুঃখের জীবনযোদ্ধা রহিমার কীভাবে সুতার টানে রুমাল তৈরি করে।: [694, 830, 840, 836]
- question-line: উত্তর : উদ্ভিদ থেকে: [330, 943, 374, 950]
- question-line: উত্তর : যাদের জীবন আছে: [330, 913, 389, 920]
- headline: মহেশপুরে মানব পাচার প্রতিরোধে আলোচনা সভা অনুষ্ঠিত: [611, 306, 821, 345]
- section-title: দেশ দর্পণ: [417, 29, 529, 64]
- question-line: গ) পেলভিস ঘ) ইউরেটার: [324, 1197, 381, 1204]
- banner-title-main: শিক্ষা: [454, 747, 523, 787]
- question-line: ৬। মানুষের বৃক্ক দেখতে কেমন?: [176, 1182, 244, 1189]
- question-line: ২। উদ্দীপকটি পড় এবং নিচের প্রশ্নগুলোর উত্তর দাও:: [476, 960, 594, 967]
- question-line: উত্তর : খাদ্য তৈরির জন্য: [34, 983, 89, 990]
- question-line: ৩০। উদ্ভিদের খাদ্য তৈরির সময় কোন গ্যাস ত্যাগ করে?: [176, 1056, 298, 1063]
- subsection-label: গদ্যাংশ: [572, 897, 590, 905]
- question-line: ঘ) 'কবিতাটি প্রকৃতি প্রেমের পরিচায়ক' - বিশ্লেষণ কর।: [694, 1026, 812, 1033]
- question-line: উত্তর : খাদ্যের প্রবাহ: [182, 1018, 228, 1025]
- question-line: ক) কবি কোন বিষয়ে ইঙ্গিত দিয়েছেন?: [694, 958, 777, 965]
- question-line: ১। বৃক্কের একক কী?: [28, 1222, 73, 1228]
- question-line: খ) খাদ্য হজম: [176, 1280, 207, 1287]
- byline: মুহম্মদ আবুল বাশার, ঈশ্বরগঞ্জ (ময়মনসিংহ): [150, 322, 254, 329]
- question-line: ১৭। কোন প্রাণী সব সময় পানিতে থাকে?: [176, 860, 266, 867]
- promo-text: কোন বিষয়ে উত্তরণের জন্য? বিস্তর্ক জানুনার মতো যোগাযোগ করুন: [337, 1394, 457, 1409]
- question-line: ১২। উদ্দীপকের B চিহ্নিত অংশের নাম কী?: [324, 1205, 419, 1212]
- question-line: গ) উদ্দীপকের ভাব কবিতায় কীভাবে প্রকাশিত হয়েছে?: [694, 973, 813, 980]
- question-line: খ) 'অতীত সময়' কথাটি দ্বারা কী বোঝানো হয়েছে?: [476, 991, 589, 998]
- question-line: গ) উদ্দীপকের সঙ্গে পাঠের মিল কোথায়? ব্যাখ্যা কর।: [476, 945, 592, 952]
- question-line: উত্তর : উৎপাদক: [330, 1048, 367, 1055]
- question-line: খ) সোডিয়াম ক্লোরাইড: [28, 1267, 79, 1274]
- question-line: উত্তর : অক্সিজেন: [182, 943, 221, 950]
- question-line: উত্তর : জড়: [182, 988, 208, 995]
- question-line: ১১। চিত্রের A অংশটি কী?: [324, 1182, 383, 1189]
- byline: ধর্মপাশা (সুনামগঞ্জ) প্রতিনিধি: [476, 522, 547, 529]
- question-line: ক) জীবনানন্দ দাশ কোথায় জন্মগ্রহণ করেন?: [694, 1003, 792, 1010]
- question-line: ৪৬। উদ্ভিদকে কী বলা হয়?: [324, 1041, 384, 1048]
- question-line: খ) 'আকাশে কেমন করে তারা ফোটে' - বুঝিয়ে লেখ।: [694, 845, 809, 852]
- question-line: ১৬। সব প্রাণী কী গ্রহণ করে?: [176, 845, 241, 852]
- question-line: ৭। উদ্ভিদ কোথায় খাদ্য তৈরি করে?: [28, 1005, 106, 1012]
- question-line: ১৩। উদ্ভিদ পরিবেশ থেকে খাদ্য তৈরির জন্য কী নেয়?: [28, 1096, 146, 1103]
- question-line: ৪৪। তৃণভোজী প্রাণী কাকে বলে?: [324, 1011, 398, 1018]
